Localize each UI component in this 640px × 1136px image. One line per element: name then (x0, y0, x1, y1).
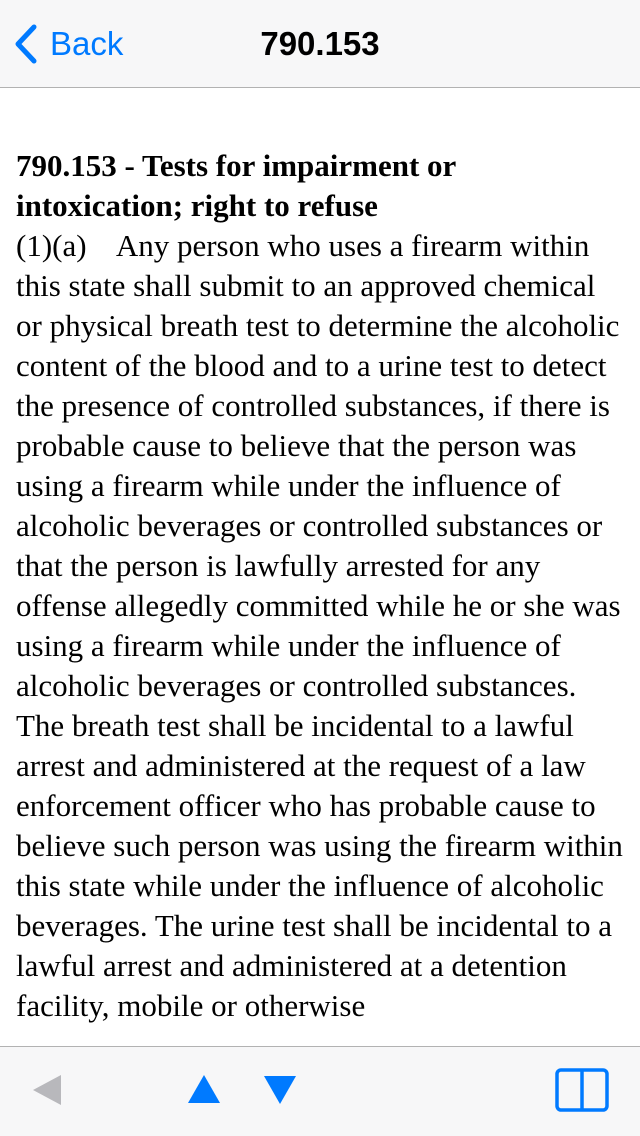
scroll-down-button[interactable] (262, 1074, 298, 1106)
document-text (16, 146, 624, 1026)
section-heading: 790.153 - Tests for impairment or intoxication; right to refuse (16, 148, 456, 223)
up-arrow-icon (186, 1073, 222, 1105)
document-view[interactable] (0, 89, 640, 1046)
back-arrow-icon (30, 1073, 64, 1107)
down-arrow-icon (262, 1074, 298, 1106)
bookmarks-button[interactable] (554, 1067, 610, 1113)
page-title: 790.153 (260, 25, 380, 62)
scroll-up-button[interactable] (186, 1073, 222, 1105)
bottom-toolbar (0, 1046, 640, 1136)
back-label: Back (50, 25, 124, 62)
navigation-bar (0, 0, 640, 88)
previous-section-button[interactable] (30, 1073, 64, 1107)
book-icon (554, 1067, 610, 1113)
section-paragraph: (1)(a) Any person who uses a firearm within this state shall submit to an approved chemical or physical breath test to determine the alcoholic content of the blood and to a urine test to detect the presence of controlled substances, if there is probable cause to believe that the person was using a firearm while under the influence of alcoholic beverages or controlled substances or that the person is lawfully arrested for any offense allegedly committed while he or she was using a firearm while under the influence of alcoholic beverages or controlled substances. The breath test shall be incidental to a lawful arrest and administered at the request of a law enforcement officer who has probable cause to believe such person was using the firearm within this state while under the influence of alcoholic beverages. The urine test shall be incidental to a lawful arrest and administered at a detention facility, mobile or otherwise (16, 228, 623, 1023)
